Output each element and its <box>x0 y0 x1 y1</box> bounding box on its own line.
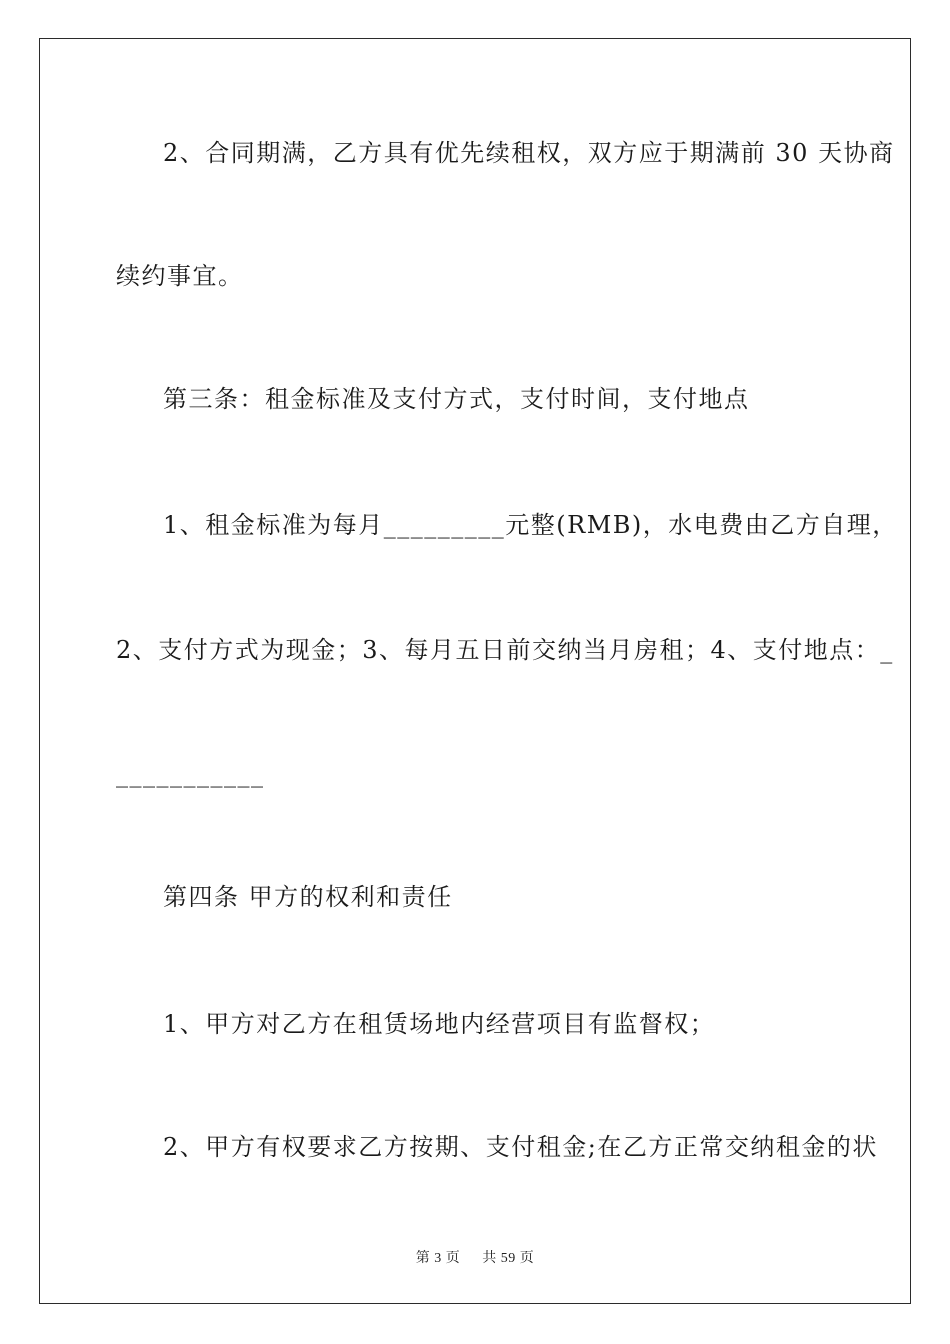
page-number: 第 3 页 <box>415 1251 461 1266</box>
paragraph-payment-method: 2、支付方式为现金；3、每月五日前交纳当月房租；4、支付地点：_ <box>116 636 894 664</box>
paragraph-supervision-right: 1、甲方对乙方在租赁场地内经营项目有监督权； <box>163 1010 716 1038</box>
page-footer <box>0 1247 950 1267</box>
total-pages: 共 59 页 <box>482 1251 535 1266</box>
article-4-heading: 第四条 甲方的权利和责任 <box>163 883 453 911</box>
paragraph-rent-collection-right: 2、甲方有权要求乙方按期、支付租金;在乙方正常交纳租金的状 <box>163 1133 878 1161</box>
paragraph-payment-place-blank: ___________ <box>116 760 265 788</box>
article-3-heading: 第三条：租金标准及支付方式，支付时间，支付地点 <box>163 385 750 413</box>
paragraph-renewal-clause: 2、合同期满，乙方具有优先续租权，双方应于期满前 30 天协商 <box>163 139 895 167</box>
paragraph-renewal-continuation: 续约事宜。 <box>116 262 244 290</box>
page-border <box>39 38 911 1304</box>
paragraph-rent-standard: 1、租金标准为每月_________元整(RMB)，水电费由乙方自理， <box>163 511 898 539</box>
